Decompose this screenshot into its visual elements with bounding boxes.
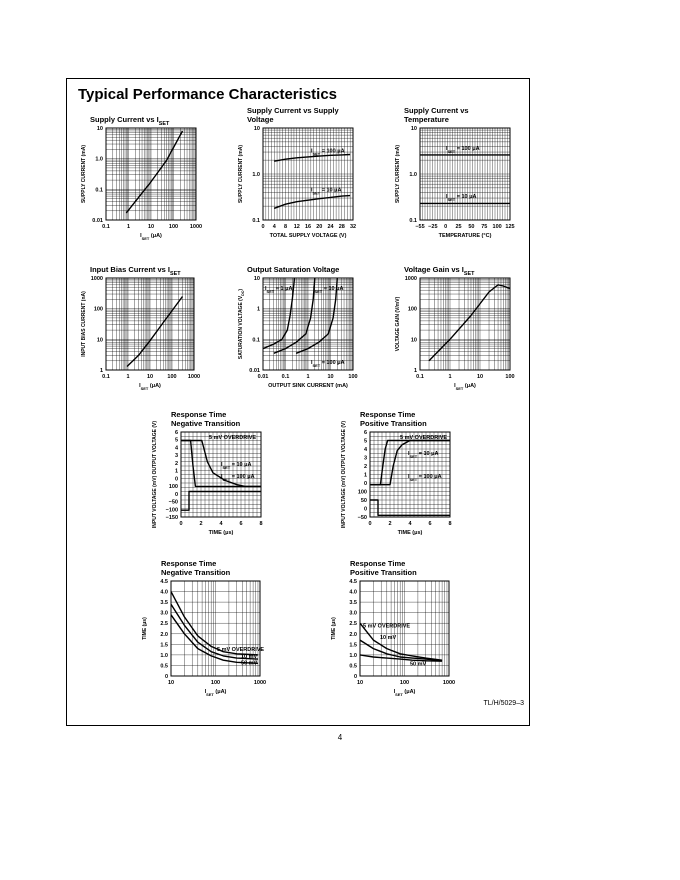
x-tick-label: 0 — [261, 224, 265, 230]
y-tick-label: 6 — [363, 430, 367, 436]
y-tick-label: 0.5 — [349, 663, 357, 670]
chart-title: Positive Transition — [360, 419, 427, 428]
y-tick-label: 2.5 — [160, 621, 168, 628]
x-tick-label: 100 — [210, 680, 221, 686]
series-label: 5 mV OVERDRIVE — [363, 623, 411, 630]
x-axis-label: TIME (μs) — [208, 530, 234, 536]
x-tick-label: 125 — [505, 224, 515, 230]
x-tick-label: 0 — [179, 521, 183, 527]
series-line — [360, 640, 442, 661]
chart-c9 — [142, 559, 266, 697]
x-tick-label: 1 — [448, 374, 452, 380]
x-axis-label: TIME (μs) — [397, 530, 423, 536]
chart-title: Output Saturation Voltage — [247, 265, 340, 274]
y-tick-label: 1.0 — [409, 172, 417, 178]
x-axis-label: $I_{SET}$ (μA) — [454, 383, 476, 391]
y-tick-label: 1 — [413, 368, 417, 374]
y-axis-label: SATURATION VOLTAGE $(V_{DC})$ — [238, 288, 245, 360]
x-tick-label: −25 — [428, 224, 438, 230]
page-title: Typical Performance Characteristics — [78, 86, 338, 103]
series-line — [127, 297, 183, 367]
y-tick-label: 50 — [360, 498, 367, 504]
series-label: $I_{SET} = 10$ μA — [408, 451, 439, 459]
chart-title: Negative Transition — [171, 419, 241, 428]
y-tick-label: 5 — [363, 438, 367, 445]
x-tick-label: 1000 — [187, 374, 201, 380]
y-tick-label: 1.5 — [160, 642, 168, 649]
y-axis-label: SUPPLY CURRENT (mA) — [395, 144, 401, 204]
chart-c1 — [81, 115, 202, 241]
y-tick-label: −50 — [357, 515, 367, 521]
x-tick-label: 4 — [408, 521, 412, 527]
x-tick-label: 0 — [368, 521, 372, 527]
y-tick-label: 4 — [174, 445, 178, 452]
chart-title: Supply Current vs Supply — [247, 106, 339, 115]
y-tick-label: 0.1 — [409, 218, 417, 224]
chart-c3 — [395, 106, 515, 239]
x-tick-label: 10 — [147, 224, 155, 230]
y-tick-label: −150 — [165, 515, 178, 521]
y-axis-label: SUPPLY CURRENT (mA) — [81, 144, 87, 204]
y-axis-label: TIME (μs) — [142, 617, 148, 640]
x-tick-label: 1 — [126, 224, 131, 230]
chart-c8 — [341, 410, 452, 536]
grid — [420, 128, 510, 220]
y-tick-label: 4.5 — [349, 579, 357, 585]
x-axis-label: $I_{SET}$ (μA) — [204, 689, 227, 697]
y-tick-label: −50 — [168, 499, 178, 506]
x-tick-label: 1 — [306, 374, 310, 380]
x-tick-label: 16 — [304, 224, 312, 230]
y-tick-label: 10 — [410, 126, 417, 132]
y-tick-label: 10 — [410, 337, 417, 344]
x-tick-label: 2 — [199, 521, 203, 527]
page-number: 4 — [337, 733, 343, 742]
y-tick-label: 0.1 — [95, 187, 103, 194]
y-tick-label: 1.0 — [95, 156, 103, 163]
y-tick-label: 10 — [253, 276, 260, 282]
y-tick-label: 0.01 — [249, 368, 260, 374]
chart-title: Response Time — [161, 559, 217, 568]
y-tick-label: 4.5 — [160, 579, 168, 585]
y-tick-label: 4.0 — [349, 589, 357, 596]
y-tick-label: 1.0 — [252, 172, 260, 178]
series-label: 50 mV — [241, 660, 258, 667]
y-tick-label: 0 — [164, 674, 168, 680]
figure-code: TL/H/5029–3 — [483, 700, 524, 707]
y-tick-label: 1 — [363, 472, 367, 479]
x-tick-label: 8 — [283, 224, 288, 230]
y-axis-label: INPUT VOLTAGE (mV) OUTPUT VOLTAGE (V) — [341, 420, 347, 529]
x-tick-label: 10 — [146, 374, 154, 380]
series-label: 5 mV OVERDRIVE — [209, 435, 257, 441]
x-tick-label: 0 — [444, 224, 448, 230]
y-tick-label: 3.0 — [349, 610, 357, 617]
y-tick-label: 1.0 — [160, 652, 168, 659]
y-tick-label: 0.1 — [252, 218, 260, 224]
y-tick-label: 2.0 — [160, 631, 168, 638]
x-tick-label: 50 — [468, 224, 475, 230]
series-label: $I_{SET} = 100$ μA — [311, 360, 345, 368]
x-tick-label: −55 — [415, 224, 425, 230]
x-tick-label: 1 — [126, 374, 130, 380]
x-tick-label: 10 — [167, 680, 175, 686]
x-axis-label: OUTPUT SINK CURRENT (mA) — [268, 383, 348, 389]
y-tick-label: 100 — [357, 489, 367, 496]
x-tick-label: 20 — [316, 224, 323, 230]
y-axis-label: TIME (μs) — [331, 617, 337, 640]
y-tick-label: 2.0 — [349, 631, 357, 638]
chart-c4 — [81, 265, 200, 391]
series-label: 10 mV — [380, 635, 397, 642]
y-tick-label: 1 — [174, 468, 178, 475]
series-label: 5 mV OVERDRIVE — [400, 435, 448, 441]
y-tick-label: 2 — [363, 464, 367, 470]
y-tick-label: 0 — [353, 674, 357, 680]
x-tick-label: 100 — [167, 374, 177, 380]
series-label: 5 mV OVERDRIVE — [217, 647, 265, 654]
y-tick-label: 3.5 — [349, 600, 357, 607]
x-tick-label: 0.1 — [281, 374, 290, 380]
x-tick-label: 100 — [168, 224, 179, 230]
x-axis-label: $I_{SET}$ (μA) — [140, 233, 162, 241]
series-label: $I_{SET} = 100$ μA — [221, 474, 255, 482]
y-tick-label: 10 — [96, 337, 103, 344]
x-tick-label: 75 — [481, 224, 488, 230]
y-tick-label: 0 — [363, 506, 367, 513]
x-tick-label: 0.1 — [102, 224, 110, 230]
x-tick-label: 10 — [327, 374, 334, 380]
chart-title: Positive Transition — [350, 568, 417, 577]
chart-c2 — [238, 106, 356, 239]
y-tick-label: 1000 — [404, 276, 417, 282]
y-tick-label: 10 — [96, 126, 103, 132]
y-tick-label: 1000 — [90, 276, 103, 282]
grid — [106, 128, 196, 220]
x-tick-label: 24 — [327, 224, 334, 230]
x-tick-label: 100 — [399, 680, 410, 686]
chart-title: Response Time — [171, 410, 227, 419]
chart-title: Voltage Gain vs $I_{SET}$ — [404, 265, 475, 277]
y-tick-label: 0 — [363, 481, 367, 487]
series-label: $I_{SET} = 1$ μA — [265, 286, 293, 294]
y-tick-label: 10 — [253, 126, 260, 132]
y-axis-label: VOLTAGE GAIN (V/mV) — [395, 296, 401, 352]
y-tick-label: 5 — [174, 437, 178, 444]
y-axis-label: INPUT BIAS CURRENT (nA) — [81, 291, 87, 357]
grid — [263, 128, 353, 220]
x-tick-label: 10 — [356, 680, 364, 686]
x-axis-label: TOTAL SUPPLY VOLTAGE (V) — [269, 233, 347, 239]
x-axis-label: $I_{SET}$ (μA) — [139, 383, 161, 391]
series-line — [126, 131, 182, 213]
x-tick-label: 0.01 — [257, 374, 269, 380]
chart-c10 — [331, 559, 455, 697]
series-label: $I_{SET} = 100$ μA — [408, 474, 442, 482]
chart-title: Response Time — [350, 559, 406, 568]
y-tick-label: 1.0 — [349, 652, 357, 659]
x-axis-label: $I_{SET}$ (μA) — [393, 689, 416, 697]
y-tick-label: 1 — [256, 306, 260, 313]
y-tick-label: 0.01 — [92, 218, 103, 224]
x-tick-label: 10 — [476, 374, 484, 380]
y-tick-label: 2.5 — [349, 621, 357, 628]
chart-title: Voltage — [247, 115, 274, 124]
y-tick-label: −100 — [165, 507, 178, 514]
chart-c7 — [152, 410, 263, 536]
x-tick-label: 8 — [448, 521, 452, 527]
x-tick-label: 0.1 — [102, 374, 110, 380]
grid — [106, 278, 194, 370]
y-tick-label: 6 — [174, 430, 178, 436]
x-tick-label: 1000 — [442, 680, 456, 686]
x-tick-label: 1000 — [189, 224, 203, 230]
chart-title: Response Time — [360, 410, 416, 419]
chart-title: Supply Current vs $I_{SET}$ — [90, 115, 170, 127]
series-label: 10 mV — [241, 654, 258, 661]
y-tick-label: 0 — [174, 476, 178, 483]
series-label: $I_{SET} = 10$ μA — [446, 194, 477, 202]
y-tick-label: 100 — [168, 484, 178, 491]
x-tick-label: 100 — [348, 374, 358, 380]
chart-title: Negative Transition — [161, 568, 231, 577]
series-label: $I_{SET} = 100$ μA — [311, 148, 345, 157]
y-tick-label: 0 — [174, 491, 178, 498]
x-tick-label: 25 — [455, 224, 462, 230]
y-tick-label: 100 — [407, 306, 417, 313]
series-label: $I_{SET} = 10$ μA — [221, 462, 252, 470]
x-tick-label: 4 — [272, 224, 276, 230]
series-label: $I_{SET} = 100$ μA — [446, 146, 480, 154]
y-tick-label: 4 — [363, 447, 367, 453]
y-axis-label: INPUT VOLTAGE (mV) OUTPUT VOLTAGE (V) — [152, 420, 158, 529]
series-label: $I_{SET} = 10$ μA — [311, 187, 342, 195]
x-tick-label: 6 — [428, 521, 432, 527]
y-tick-label: 1.5 — [349, 642, 357, 649]
series-label: 50 mV — [410, 661, 427, 668]
x-tick-label: 32 — [349, 224, 357, 230]
y-tick-label: 2 — [174, 460, 178, 467]
x-tick-label: 1000 — [253, 680, 267, 686]
y-axis-label: SUPPLY CURRENT (mA) — [238, 144, 244, 204]
x-tick-label: 2 — [388, 521, 392, 527]
y-tick-label: 4.0 — [160, 589, 168, 596]
y-tick-label: 3.5 — [160, 600, 168, 607]
x-tick-label: 28 — [338, 224, 345, 230]
y-tick-label: 0.5 — [160, 663, 168, 670]
x-tick-label: 4 — [219, 521, 223, 527]
x-tick-label: 12 — [293, 224, 300, 230]
y-tick-label: 100 — [93, 306, 103, 313]
y-tick-label: 1 — [99, 368, 103, 374]
x-tick-label: 100 — [492, 224, 502, 230]
y-tick-label: 3 — [174, 453, 178, 460]
chart-title: Temperature — [404, 115, 449, 124]
series-line — [429, 285, 510, 361]
x-axis-label: TEMPERATURE (°C) — [438, 233, 492, 239]
x-tick-label: 6 — [239, 521, 243, 527]
x-tick-label: 100 — [505, 374, 515, 380]
x-tick-label: 8 — [259, 521, 263, 527]
chart-title: Supply Current vs — [404, 106, 469, 115]
y-tick-label: 0.1 — [252, 337, 260, 344]
x-tick-label: 0.1 — [416, 374, 424, 380]
series-label: $I_{SET} = 10$ μA — [313, 286, 344, 294]
y-tick-label: 3 — [363, 455, 367, 462]
y-tick-label: 3.0 — [160, 610, 168, 617]
chart-c6 — [395, 265, 515, 391]
chart-title: Input Bias Current vs $I_{SET}$ — [90, 265, 181, 277]
chart-c5 — [238, 265, 358, 389]
